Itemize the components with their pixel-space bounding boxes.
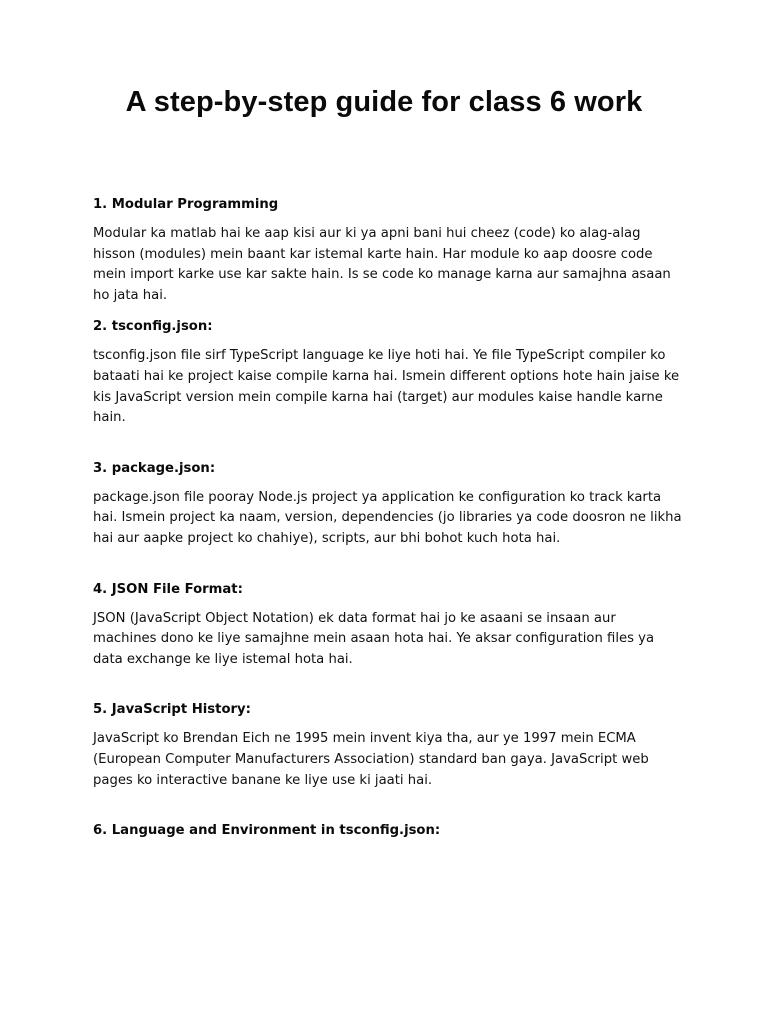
section-body: JSON (JavaScript Object Notation) ek data format hai jo ke asaani se insaan aur machines dono ke liye samajhne mein asaan hota hai. Ye aksar configuration files ya data exchange ke liye istemal hota hai. [93,610,655,667]
section-heading: 4. JSON File Format: [93,581,243,597]
page-title: A step-by-step guide for class 6 work [125,86,643,118]
section-heading: 1. Modular Programming [93,197,279,212]
section-json-format [93,580,683,671]
section-heading: 6. Language and Environment in tsconfig.json: [93,823,441,839]
section-heading: 2. tsconfig.json: [93,319,213,335]
section-body: Modular ka matlab hai ke aap kisi aur ki ya apni bani hui cheez (code) ko alag-alag hisson (modules) mein baant kar istemal karte hain. Har module ko aap doosre code mein import karke use kar sakte hain. Is se code ko manage karna aur samajhna asaan ho jata hai. [93,226,671,303]
section-body: tsconfig.json file sirf TypeScript language ke liye hoti hai. Ye file TypeScript compiler ko bataati hai ke project kaise compile karna hai. Ismein different options hote hain jaise ke kis JavaScript version mein compile karna hai (target) aur modules kaise handle karne hain. [93,348,680,426]
section-body: package.json file pooray Node.js project ya application ke configuration ko track karta hai. Ismein project ka naam, version, dependencies (jo libraries ya code doosron ne likha hai aur aapke project ko chahiye), scripts, aur bhi bohot kuch hota hai. [93,489,682,546]
section-tsconfig [93,317,683,428]
section-modular-programming [93,195,683,306]
section-body: JavaScript ko Brendan Eich ne 1995 mein invent kiya tha, aur ye 1997 mein ECMA (European Computer Manufacturers Association) standard ban gaya. JavaScript web pages ko interactive banane ke liye use ki jaati hai. [93,731,649,788]
document-content [93,195,683,841]
section-package-json [93,459,683,550]
section-javascript-history [93,700,683,791]
section-language-environment [93,821,683,841]
section-heading: 3. package.json: [93,460,216,476]
section-heading: 5. JavaScript History: [93,702,251,718]
